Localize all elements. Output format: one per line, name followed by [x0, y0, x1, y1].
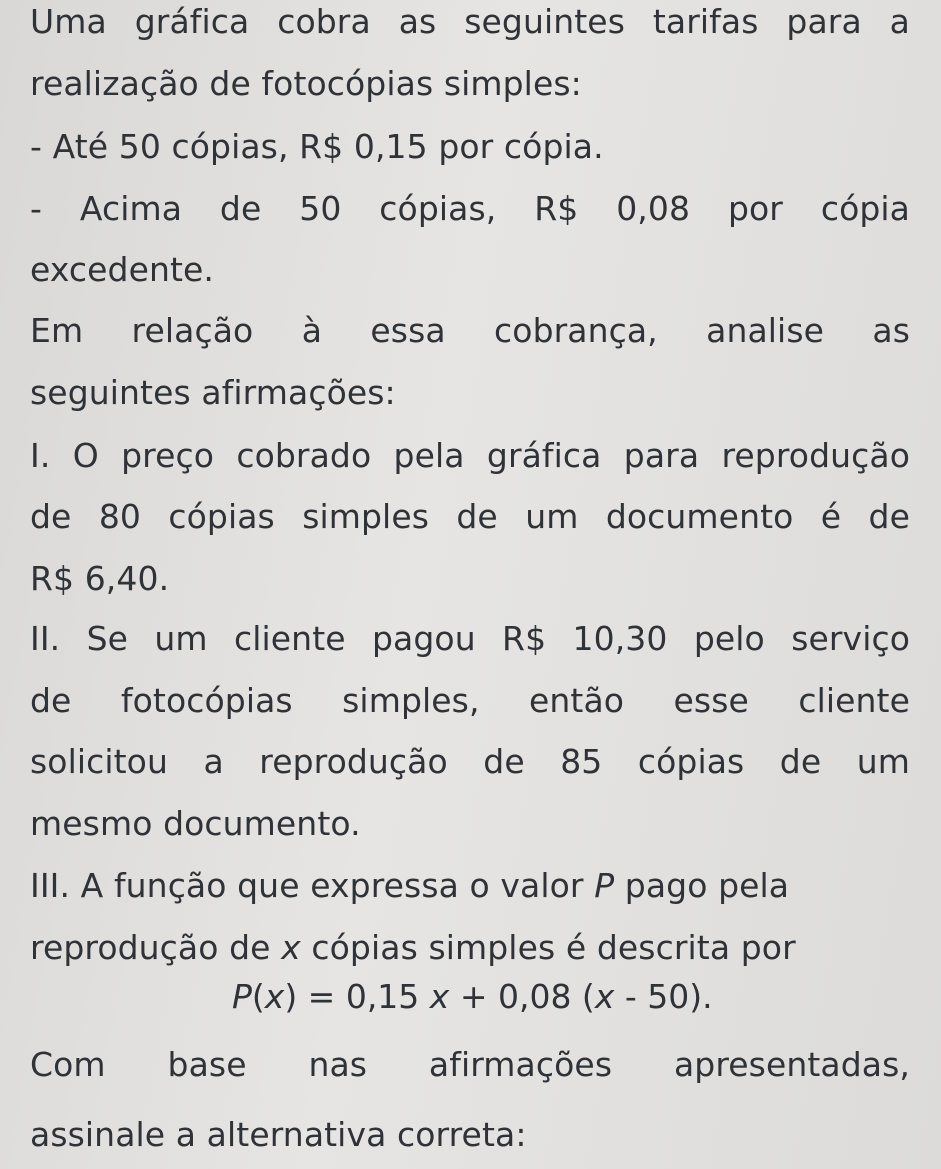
statement-ii-line-3: solicitou a reprodução de 85 cópias de um — [30, 742, 910, 781]
statement-iii-line-2 — [30, 928, 910, 968]
formula-x2: x — [594, 977, 615, 1016]
statement-iii-text-c: reprodução de — [30, 928, 282, 967]
intro-line-2: realização de fotocópias simples: — [30, 64, 582, 103]
statement-i-line-1: I. O preço cobrado pela gráfica para reprodução — [30, 436, 910, 475]
statement-iii-text-b: pago pela — [614, 866, 790, 905]
formula-mid: + 0,08 ( — [449, 977, 595, 1016]
closing-line-2: assinale a alternativa correta: — [30, 1115, 527, 1154]
formula-open: ( — [251, 977, 265, 1016]
intro-line-1: Uma gráfica cobra as seguintes tarifas para a — [30, 2, 910, 41]
statement-i-line-2: de 80 cópias simples de um documento é de — [30, 497, 910, 536]
statement-ii-line-1: II. Se um cliente pagou R$ 10,30 pelo serviço — [30, 619, 910, 658]
statement-iii-text-d: cópias simples é descrita por — [300, 928, 796, 967]
statement-ii-line-4: mesmo documento. — [30, 804, 361, 843]
tariff-item-2-line-2: excedente. — [30, 250, 215, 289]
closing-line-1: Com base nas afirmações apresentadas, — [30, 1045, 910, 1084]
formula-fn: P — [232, 977, 252, 1016]
formula-x1: x — [429, 977, 450, 1016]
instruction-line-1: Em relação à essa cobrança, analise as — [30, 311, 910, 350]
statement-iii-text-a: III. A função que expressa o valor — [30, 866, 595, 905]
statement-i-line-3: R$ 6,40. — [30, 559, 170, 598]
price-formula — [232, 977, 713, 1017]
statement-iii-line-1 — [30, 866, 910, 906]
statement-iii-var-p: P — [594, 866, 615, 905]
formula-arg: x — [264, 977, 285, 1016]
formula-close-eq: ) = 0,15 — [284, 977, 430, 1016]
instruction-line-2: seguintes afirmações: — [30, 373, 396, 412]
formula-end: - 50). — [614, 977, 713, 1016]
tariff-item-1: - Até 50 cópias, R$ 0,15 por cópia. — [30, 127, 604, 166]
statement-ii-line-2: de fotocópias simples, então esse cliente — [30, 681, 910, 720]
tariff-item-2-line-1: - Acima de 50 cópias, R$ 0,08 por cópia — [30, 189, 910, 228]
statement-iii-var-x: x — [281, 928, 301, 967]
